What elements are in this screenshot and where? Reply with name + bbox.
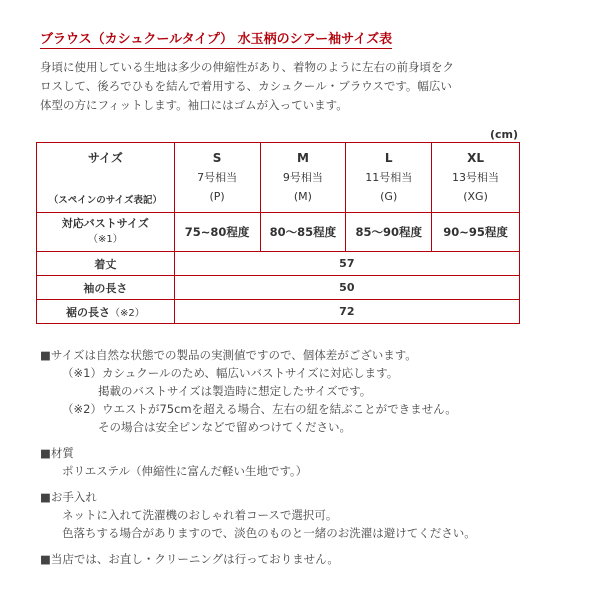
material-title: ■材質: [40, 446, 74, 460]
table-row: [37, 213, 520, 252]
intro-text: [40, 58, 570, 115]
material-text: ポリエステル（伸縮性に富んだ軽い生地です。）: [62, 464, 308, 478]
table-row: [37, 300, 520, 324]
care-line: 色落ちする場合がありますので、淡色のものと一緒のお洗濯は避けてください。: [62, 526, 476, 540]
size-letter: S: [212, 151, 222, 165]
size-column-s: [174, 143, 260, 213]
note-2-line: （※2）ウエストが75cmを超える場合、左右の紐を結ぶことができません。: [62, 402, 457, 416]
bust-value: 90~95程度: [432, 213, 520, 252]
size-column-xl: [432, 143, 520, 213]
hem-note: （※2）: [109, 307, 145, 319]
shop-note: ■当店では、お直し・クリーニングは行っておりません。: [40, 552, 339, 566]
size-column-m: [260, 143, 346, 213]
size-label: サイズ: [87, 151, 123, 165]
row-value: 72: [174, 300, 519, 324]
hem-label: 裾の長さ: [65, 305, 110, 319]
jp-size: 9号相当: [282, 171, 323, 184]
table-row: [37, 252, 520, 276]
bust-note: （※1）: [87, 234, 123, 245]
spain-size: (P): [209, 190, 225, 203]
row-value: 57: [174, 252, 519, 276]
unit-label: (cm): [490, 128, 519, 141]
care-line: ネットに入れて洗濯機のおしゃれ着コースで選択可。: [62, 508, 338, 522]
jp-size: 7号相当: [197, 171, 238, 184]
size-table: [36, 142, 520, 324]
sleeve-label: 袖の長さ: [83, 281, 128, 295]
spain-size: (M): [293, 190, 312, 203]
length-label: 着丈: [94, 257, 117, 271]
intro-line: ロスして、後ろでひもを結んで着用する、カシュクール・ブラウスです。幅広い: [40, 79, 452, 93]
bust-label: 対応バストサイズ: [61, 217, 149, 230]
size-header-cell: [37, 143, 175, 213]
bust-value: 85～90程度: [346, 213, 432, 252]
spain-size-label: （スペインのサイズ表記）: [48, 195, 162, 206]
bust-value: 80～85程度: [260, 213, 346, 252]
bust-value: 75~80程度: [174, 213, 260, 252]
page-title: ブラウス（カシュクールタイプ） 水玉柄のシアー袖サイズ表: [40, 32, 393, 47]
size-column-l: [346, 143, 432, 213]
bust-label-cell: [37, 213, 175, 252]
spain-size: (G): [380, 190, 398, 203]
notes-section: [40, 346, 580, 568]
note-1-line: 掲載のバストサイズは製造時に想定したサイズです。: [98, 384, 372, 398]
measure-note: ■サイズは自然な状態での製品の実測値ですので、個体差がございます。: [40, 348, 417, 362]
spain-size: (XG): [463, 190, 488, 203]
row-label: [37, 252, 175, 276]
size-letter: M: [296, 151, 309, 165]
table-row: [37, 143, 520, 213]
jp-size: 13号相当: [452, 171, 500, 184]
row-label: [37, 276, 175, 300]
size-letter: L: [384, 151, 393, 165]
intro-line: 体型の方にフィットします。袖口にはゴムが入っています。: [40, 98, 348, 112]
size-letter: XL: [467, 151, 484, 165]
table-row: [37, 276, 520, 300]
jp-size: 11号相当: [365, 171, 413, 184]
row-label: [37, 300, 175, 324]
note-1-line: （※1）カシュクールのため、幅広いバストサイズに対応します。: [62, 366, 399, 380]
note-2-line: その場合は安全ピンなどで留めつけてください。: [98, 420, 351, 434]
row-value: 50: [174, 276, 519, 300]
intro-line: 身頃に使用している生地は多少の伸縮性があり、着物のように左右の前身頃をク: [40, 60, 454, 74]
care-title: ■お手入れ: [40, 490, 97, 504]
